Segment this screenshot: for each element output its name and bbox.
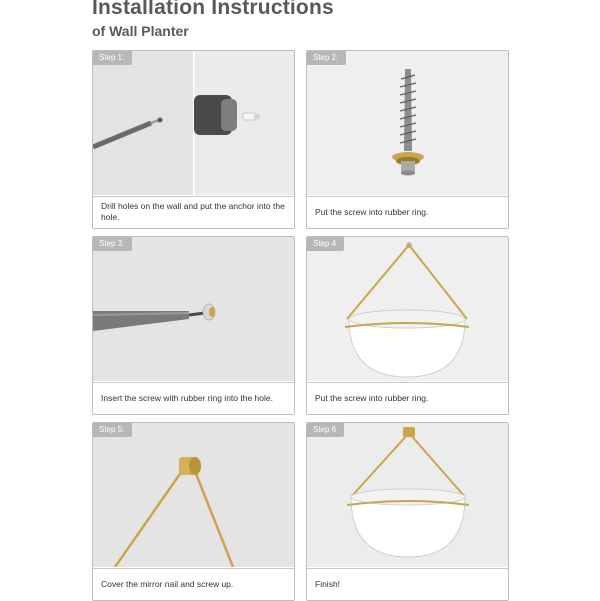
step-1-badge: Step 1: <box>93 51 132 65</box>
step-1-caption: Drill holes on the wall and put the anchor into the hole. <box>93 196 294 228</box>
step-6-badge: Step 6 <box>307 423 344 437</box>
step-5-caption: Cover the mirror nail and screw up. <box>93 568 294 600</box>
step-card-1 <box>92 50 295 229</box>
step-card-2 <box>306 50 509 229</box>
step-5-photo <box>93 423 294 567</box>
page-title: Installation Instructions <box>92 0 334 19</box>
step-1-photo <box>93 51 294 195</box>
step-6-caption: Finish! <box>307 568 508 600</box>
step-4-caption: Put the screw into rubber ring. <box>307 382 508 414</box>
step-card-6 <box>306 422 509 601</box>
step-2-caption: Put the screw into rubber ring. <box>307 196 508 228</box>
step-card-5 <box>92 422 295 601</box>
step-3-badge: Step 3: <box>93 237 132 251</box>
step-4-photo <box>307 237 508 381</box>
page-subtitle: of Wall Planter <box>92 23 189 39</box>
step-3-photo <box>93 237 294 381</box>
step-2-photo <box>307 51 508 195</box>
step-4-badge: Step 4 <box>307 237 344 251</box>
step-3-caption: Insert the screw with rubber ring into the hole. <box>93 382 294 414</box>
step-6-photo <box>307 423 508 567</box>
step-card-3 <box>92 236 295 415</box>
step-2-badge: Step 2: <box>307 51 346 65</box>
step-card-4 <box>306 236 509 415</box>
step-5-badge: Step 5: <box>93 423 132 437</box>
